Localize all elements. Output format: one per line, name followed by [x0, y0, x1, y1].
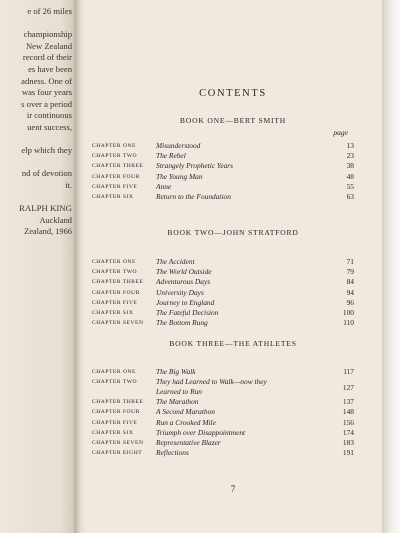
- left-page-fragment: ir continuous: [26, 110, 72, 121]
- left-page-fragment: uent success,: [27, 122, 72, 132]
- chapter-page: 156: [342, 417, 354, 427]
- left-page-fragment: s over a period: [21, 98, 72, 109]
- left-page-fragment: was four years: [21, 87, 72, 98]
- toc-row: [92, 438, 354, 448]
- chapter-page: 183: [342, 438, 354, 447]
- chapter-title: Triumph over Disappointment: [156, 427, 246, 437]
- chapter-label: CHAPTER FOUR: [92, 409, 140, 416]
- chapter-label: CHAPTER SIX: [92, 429, 134, 436]
- left-page-fragment: it.: [65, 180, 72, 190]
- chapter-page: 127: [342, 383, 354, 393]
- chapter-page: 191: [342, 448, 354, 458]
- toc-row: [92, 277, 354, 287]
- chapter-page: 174: [342, 427, 354, 437]
- chapter-page: 94: [346, 287, 354, 297]
- toc-row: [92, 448, 354, 458]
- chapter-label: CHAPTER EIGHT: [92, 450, 143, 457]
- chapter-label: CHAPTER SIX: [92, 194, 134, 200]
- chapter-label: CHAPTER THREE: [92, 399, 144, 406]
- toc-row: [92, 298, 354, 308]
- chapter-label: CHAPTER THREE: [92, 163, 144, 170]
- left-page-fragment: record of their: [22, 52, 72, 63]
- chapter-label: CHAPTER SEVEN: [92, 440, 144, 446]
- toc-row: [92, 141, 354, 151]
- chapter-page: 84: [346, 277, 354, 287]
- chapter-title: The Rebel: [156, 151, 186, 161]
- chapter-label: CHAPTER TWO: [92, 379, 138, 386]
- toc-row: [92, 418, 354, 428]
- chapter-label: CHAPTER THREE: [92, 279, 144, 286]
- chapter-label: CHAPTER FIVE: [92, 419, 138, 426]
- toc-row: [92, 172, 354, 182]
- chapter-page: 117: [343, 367, 354, 376]
- book-heading: BOOK ONE—BERT SMITH: [179, 116, 287, 125]
- page-column-label: page: [333, 128, 348, 137]
- left-page-fragment: Zealand, 1966: [24, 227, 72, 237]
- chapter-title: The Accident: [156, 257, 195, 266]
- chapter-title: Representative Blazer: [156, 438, 221, 447]
- toc-row: [92, 288, 354, 298]
- chapter-title: The Bottom Rung: [156, 318, 208, 328]
- chapter-page: 71: [346, 257, 354, 266]
- left-page-fragment: New Zealand: [25, 40, 72, 51]
- book-heading: BOOK TWO—JOHN STRATFORD: [167, 228, 299, 237]
- toc-row: [92, 397, 354, 407]
- left-page: [0, 0, 76, 533]
- toc-row: [92, 318, 354, 328]
- chapter-title: Misunderstood: [156, 141, 201, 150]
- chapter-title: Journey to England: [156, 297, 215, 307]
- chapter-title-continued: Learned to Run: [156, 387, 202, 397]
- chapter-title: The World Outside: [156, 267, 212, 277]
- chapter-page: 48: [346, 171, 354, 181]
- page-edge: [382, 0, 400, 533]
- left-page-fragment: RALPH KING: [18, 203, 72, 214]
- chapter-label: CHAPTER SIX: [92, 310, 134, 316]
- chapter-page: 55: [346, 181, 354, 191]
- page-number: 7: [230, 484, 236, 494]
- chapter-title: Strangely Prophetic Years: [156, 161, 234, 171]
- book-heading: BOOK THREE—THE ATHLETES: [169, 339, 297, 348]
- toc-row: [92, 267, 354, 277]
- left-page-fragment: elp which they: [21, 145, 72, 156]
- chapter-label: CHAPTER FOUR: [92, 289, 140, 296]
- chapter-title: Run a Crooked Mile: [156, 417, 216, 427]
- chapter-page: 79: [346, 267, 354, 277]
- chapter-label: CHAPTER TWO: [92, 153, 138, 160]
- chapter-label: CHAPTER SEVEN: [92, 320, 144, 327]
- chapter-page: 38: [346, 161, 354, 171]
- toc-row: [92, 192, 354, 202]
- chapter-page: 13: [346, 141, 354, 150]
- toc-row: [92, 377, 354, 397]
- chapter-title: Reflections: [156, 448, 189, 458]
- chapter-page: 110: [343, 318, 354, 328]
- toc-row: [92, 428, 354, 438]
- chapter-label: CHAPTER FIVE: [92, 183, 138, 190]
- chapter-title: They had Learned to Walk—now they: [156, 377, 267, 387]
- chapter-label: CHAPTER ONE: [92, 143, 136, 149]
- toc-row: [92, 407, 354, 417]
- left-page-fragment: e of 26 miles: [27, 6, 72, 16]
- toc-row: [92, 257, 354, 267]
- chapter-label: CHAPTER TWO: [92, 269, 138, 276]
- chapter-label: CHAPTER ONE: [92, 259, 136, 265]
- left-page-fragment: adness. One of: [21, 75, 72, 86]
- chapter-title: The Young Man: [156, 171, 203, 181]
- chapter-title: University Days: [156, 287, 204, 297]
- left-page-fragment: es have been: [28, 64, 72, 74]
- chapter-title: The Fateful Decision: [156, 308, 219, 317]
- chapter-page: 148: [342, 407, 354, 417]
- left-page-fragment: Auckland: [39, 215, 72, 225]
- left-page-fragment: nd of devotion: [21, 168, 72, 179]
- chapter-page: 137: [342, 397, 354, 407]
- chapter-page: 100: [342, 308, 354, 317]
- chapter-page: 23: [346, 151, 354, 161]
- chapter-page: 63: [346, 192, 354, 201]
- chapter-label: CHAPTER FIVE: [92, 299, 138, 306]
- left-page-fragment: championship: [23, 29, 72, 40]
- chapter-title: Anne: [156, 181, 172, 191]
- contents-title: CONTENTS: [199, 88, 267, 99]
- chapter-label: CHAPTER FOUR: [92, 173, 140, 180]
- toc-row: [92, 367, 354, 377]
- toc-row: [92, 151, 354, 161]
- toc-row: [92, 182, 354, 192]
- toc-row: [92, 161, 354, 171]
- chapter-title: The Big Walk: [156, 367, 196, 376]
- chapter-title: A Second Marathon: [156, 407, 215, 417]
- contents-page: [84, 0, 382, 533]
- chapter-title: The Marathon: [156, 397, 199, 407]
- chapter-page: 96: [346, 297, 354, 307]
- chapter-title: Return to the Foundation: [156, 192, 231, 201]
- toc-row: [92, 308, 354, 318]
- chapter-label: CHAPTER ONE: [92, 369, 136, 375]
- chapter-title: Adventurous Days: [156, 277, 211, 287]
